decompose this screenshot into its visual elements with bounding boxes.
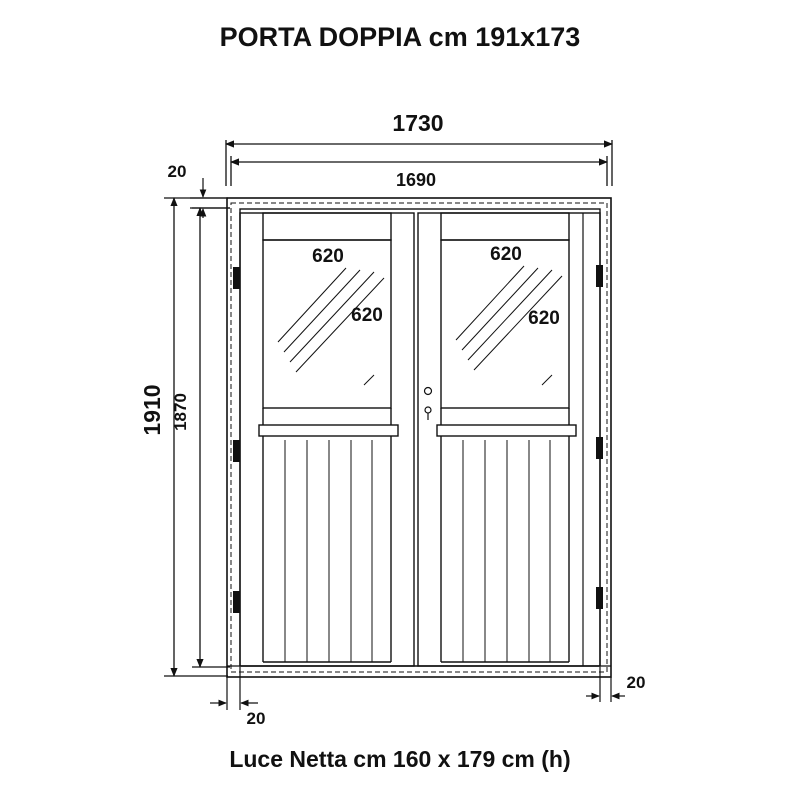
glass-right-height-label: 620 [528,308,560,329]
hinge-left-top [233,267,240,289]
door-lock-icon [425,388,432,421]
frame-bottom-right-label: 20 [626,673,646,692]
hinge-left-middle [233,440,240,462]
frame-bottom-left-label: 20 [246,709,266,728]
glass-left-width-label: 620 [312,246,344,267]
hinge-right-bottom [596,587,603,609]
inner-height-dimension [192,208,230,667]
inner-width-label: 1690 [395,170,437,190]
frame-top-label: 20 [167,162,187,181]
hinge-right-middle [596,437,603,459]
glass-left-height-label: 620 [351,305,383,326]
left-door-leaf [240,213,414,666]
outer-width-label: 1730 [392,110,444,136]
frame-bottom-left-dimension [210,667,258,710]
left-glass-hatching [278,268,384,385]
outer-height-dimension [164,198,228,676]
right-door-leaf [418,213,600,666]
outer-height-label: 1910 [139,384,165,436]
glass-right-width-label: 620 [490,244,522,265]
diagram-title: PORTA DOPPIA cm 191x173 [219,22,581,52]
inner-height-label: 1870 [171,393,190,431]
hinge-left-bottom [233,591,240,613]
clear-opening-caption: Luce Netta cm 160 x 179 cm (h) [229,746,571,772]
hinge-right-top [596,265,603,287]
